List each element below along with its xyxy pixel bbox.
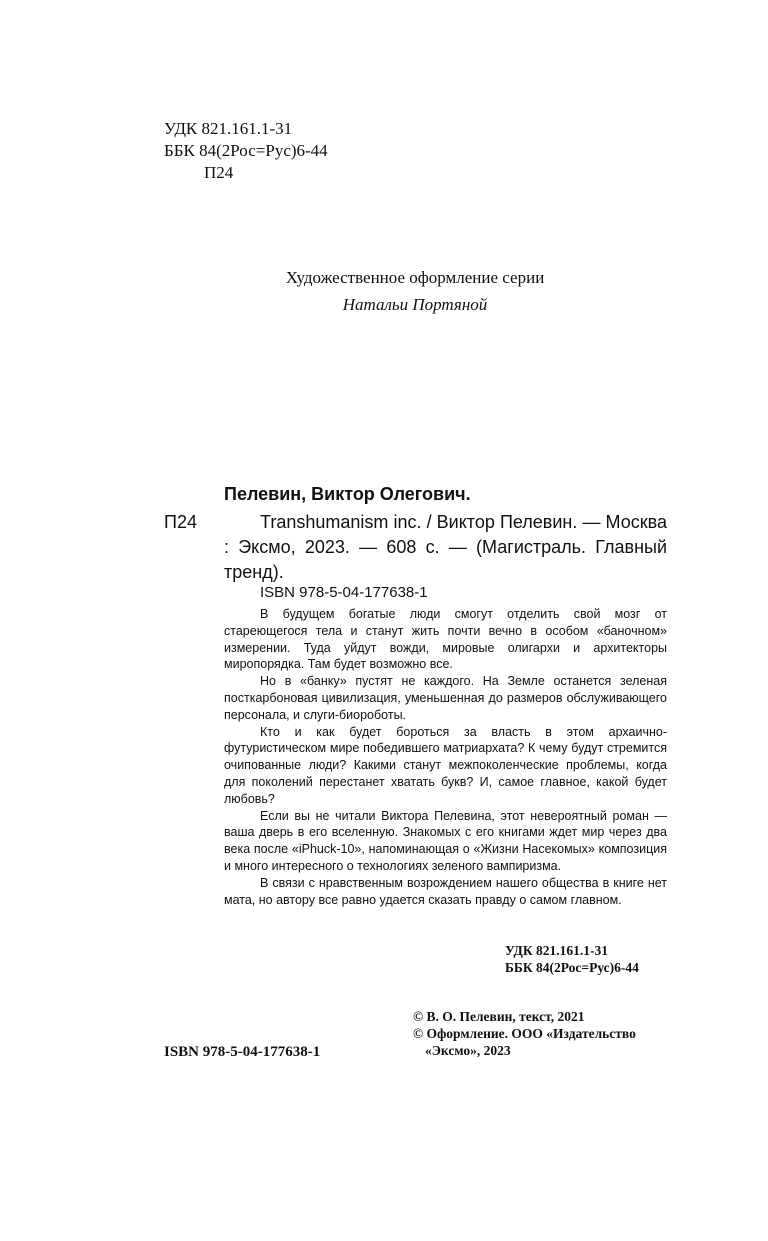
book-author: Пелевин, Виктор Олегович. [224,484,471,504]
annotation-paragraph: Кто и как будет бороться за власть в этом архаично-футуристическом мире победившего матриархата? К чему будут стремится очипованные люди? Какими станут межпоколенческие проблемы, когда для поколений перестанет хватать букв? И, самое главное, какой будет любовь? [224,724,667,806]
copyright-block [413,1008,636,1059]
classification-bottom [505,942,639,976]
isbn-bottom: ISBN 978-5-04-177638-1 [164,1044,321,1060]
udk-code: УДК 821.161.1-31 [164,119,293,138]
author-sign: П24 [204,163,234,182]
copyright-text: © В. О. Пелевин, текст, 2021 [413,1009,585,1024]
annotation [224,606,667,908]
annotation-paragraph: В связи с нравственным возрождением нашего общества в книге нет мата, но автору все равно удается сказать правду о самом главном. [224,875,667,907]
copyright-design-cont: «Эксмо», 2023 [425,1043,511,1058]
author-sign-left: П24 [164,512,197,532]
bbk-code: ББК 84(2Рос=Рус)6-44 [164,141,328,160]
isbn-line: ISBN 978-5-04-177638-1 [260,584,428,601]
series-designer-name: Натальи Портяной [342,295,488,314]
bbk-code-bottom: ББК 84(2Рос=Рус)6-44 [505,960,639,975]
series-design-title: Художественное оформление серии [285,268,545,287]
annotation-paragraph: В будущем богатые люди смогут отделить свой мозг от стареющегося тела и станут жить почти вечно в особом «баночном» измерении. Туда уйдут вожди, мировые олигархи и архитекторы миропорядка. Там будет возможно все. [224,607,667,672]
annotation-paragraph: Если вы не читали Виктора Пелевина, этот невероятный роман — ваша дверь в его вселенную. Знакомых с его книгами ждет мир через два века после «iPhuck-10», напоминающая о «Жизни Насекомых» композиция и много интересного о технологиях зеленого вампиризма. [224,808,667,873]
annotation-paragraph: Но в «банку» пустят не каждого. На Земле останется зеленая посткарбоновая цивилизация, уменьшенная до размеров обслуживающего персонала, и слуги-биороботы. [224,674,667,722]
copyright-design: © Оформление. ООО «Издательство [413,1026,636,1041]
bibliographic-description: Transhumanism inc. / Виктор Пелевин. — Москва : Эксмо, 2023. — 608 с. — (Магистраль. Главный тренд). [224,512,667,582]
udk-code-bottom: УДК 821.161.1-31 [505,943,608,958]
